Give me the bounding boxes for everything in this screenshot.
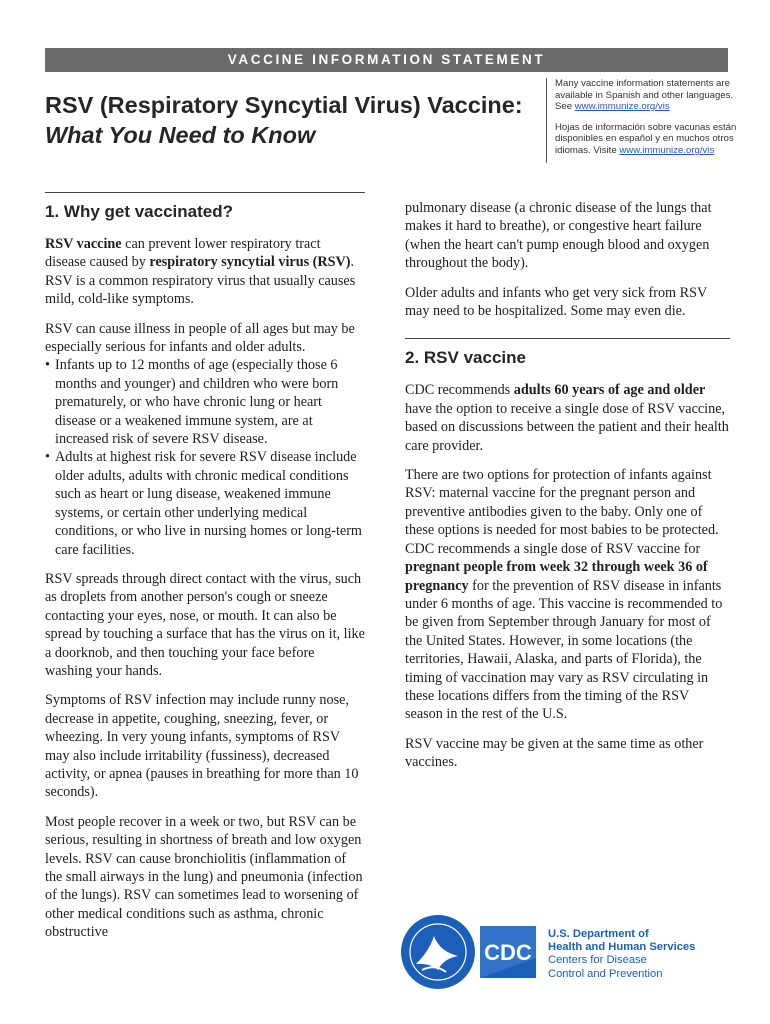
hhs-cdc-logo-icon	[398, 912, 540, 992]
vis-link-english[interactable]: www.immunize.org/vis	[574, 101, 670, 113]
risk-group-list	[45, 356, 365, 558]
section-1-paragraph-5-continued: pulmonary disease (a chronic disease of the lungs that makes it hard to breathe), or congestive heart failure (when the heart can't pump enough blood and oxygen throughout the body).	[405, 200, 712, 272]
term-rsv-virus: respiratory syncytial virus (RSV)	[149, 254, 351, 271]
title-subtitle: What You Need to Know	[45, 122, 316, 148]
section-1-paragraph-1: RSV vaccine can prevent lower respiratory tract disease caused by respiratory syncytial virus (RSV). RSV is a common respiratory virus that usually causes mild, cold-like symptoms.	[45, 236, 356, 308]
bullet-icon: •	[45, 449, 50, 466]
language-note-english-text: Many vaccine information statements are available in Spanish and other languages. See	[555, 78, 734, 113]
title-main: RSV (Respiratory Syncytial Virus) Vaccine:	[45, 92, 523, 118]
language-note-spanish	[555, 122, 741, 157]
cdc-name-line-1: Centers for Disease	[548, 954, 647, 967]
hhs-seal-icon	[401, 915, 475, 989]
section-1-paragraph-6: Older adults and infants who get very sick from RSV may need to be hospitalized. Some may even die.	[405, 284, 707, 320]
section-2-heading: 2. RSV vaccine	[405, 338, 730, 369]
term-pregnancy-window: pregnant people from week 32 through week 36 of pregnancy	[405, 559, 708, 594]
document-banner: VACCINE INFORMATION STATEMENT	[45, 48, 728, 72]
cdc-logo-icon	[480, 926, 536, 978]
page-title	[45, 90, 545, 150]
section-2-paragraph-1: CDC recommends adults 60 years of age and older have the option to receive a single dose of RSV vaccine, based on discussions between the patient and their health care provider.	[405, 382, 729, 454]
list-item: • Infants up to 12 months of age (especially those 6 months and younger) and children who were born prematurely, or who have chronic lung or heart disease or a weakened immune system, are at increased risk of severe RSV disease.	[45, 357, 339, 448]
language-note-spanish-text: Hojas de información sobre vacunas están disponibles en español y en muchos otros idiomas. Visite	[555, 121, 737, 156]
hhs-name-line-1: U.S. Department of	[548, 928, 649, 940]
section-1-heading: 1. Why get vaccinated?	[45, 192, 365, 223]
term-older-adults: adults 60 years of age and older	[513, 382, 706, 399]
right-column	[405, 199, 730, 783]
hhs-name-line-2: Health and Human Services	[548, 941, 696, 954]
left-column	[45, 192, 365, 953]
section-2-paragraph-3: RSV vaccine may be given at the same time as other vaccines.	[405, 735, 704, 771]
section-1-paragraph-3: RSV spreads through direct contact with the virus, such as droplets from another person's cough or sneeze contacting your eyes, nose, or mouth. It can also be spread by touching a surface that has the virus on it, like a doorknob, and then touching your face before washing your hands.	[45, 570, 365, 679]
cdc-name-line-2: Control and Prevention	[548, 967, 663, 980]
language-availability-note	[546, 78, 741, 163]
section-1-paragraph-4: Symptoms of RSV infection may include runny nose, decrease in appetite, coughing, sneezing, fever, or wheezing. In very young infants, symptoms of RSV may also include irritability (fussiness), decreased activity, or apnea (pauses in breathing for more than 10 seconds).	[45, 692, 359, 801]
list-item: • Adults at highest risk for severe RSV disease include older adults, adults with chronic medical conditions such as heart or lung disease, weakened immune systems, or certain other underlying medical conditions, or who live in nursing homes or long-term care facilities.	[45, 449, 362, 558]
bullet-icon: •	[45, 357, 50, 374]
section-1-paragraph-5: Most people recover in a week or two, but RSV can be serious, resulting in shortness of breath and low oxygen levels. RSV can cause bronchiolitis (inflammation of the small airways in the lung) and pneumonia (infection of the lungs). RSV can sometimes lead to worsening of other medical conditions such as asthma, chronic obstructive	[45, 813, 363, 941]
language-note-english	[555, 78, 741, 113]
section-2-paragraph-2: There are two options for protection of infants against RSV: maternal vaccine for the pregnant person and preventive antibodies given to the baby. Only one of these options is needed for most babies to be protected. CDC recommends a single dose of RSV vaccine for pregnant people from week 32 through week 36 of pregnancy for the prevention of RSV disease in infants under 6 months of age. This vaccine is recommended to be given from September through January for most of the United States. However, in some locations (the territories, Hawaii, Alaska, and parts of Florida), the timing of vaccination may vary as RSV circulating in these locations differs from the timing of the RSV season in the rest of the U.S.	[405, 467, 723, 723]
agency-attribution	[548, 928, 738, 981]
cdc-logo-text: CDC	[484, 940, 532, 965]
term-rsv-vaccine: RSV vaccine	[45, 236, 122, 252]
vis-link-spanish[interactable]: www.immunize.org/vis	[619, 144, 715, 156]
section-1-paragraph-2: RSV can cause illness in people of all ages but may be especially serious for infants and older adults.	[45, 320, 355, 356]
